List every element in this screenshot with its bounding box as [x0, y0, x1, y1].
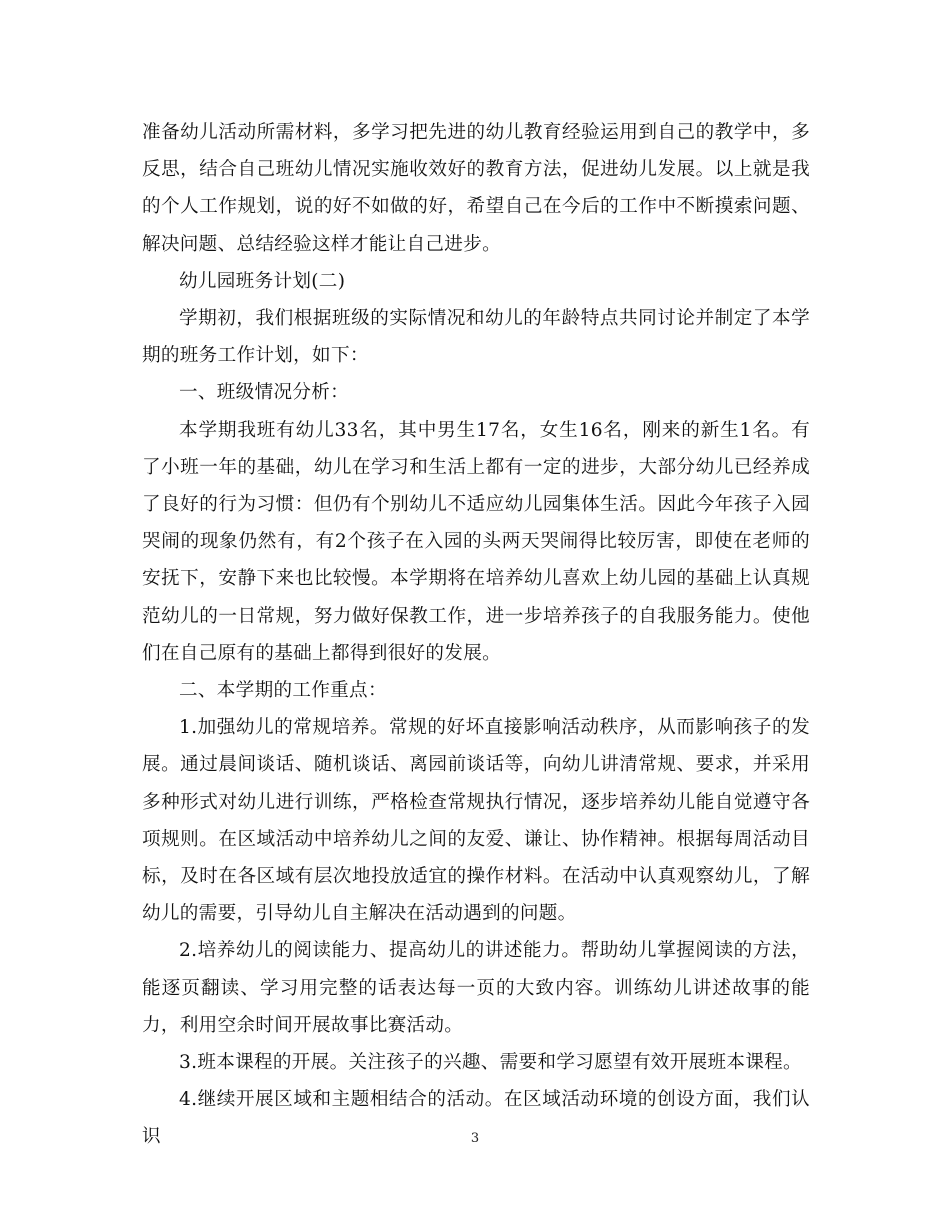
- heading-class-analysis: 一、班级情况分析：: [179, 382, 350, 404]
- paragraph-class-analysis: 本学期我班有幼儿33名，其中男生17名，女生16名，刚来的新生1名。有了小班一年的基础，幼儿在学习和生活上都有一定的进步，大部分幼儿已经养成了良好的行为习惯：但仍有个别幼儿不适应幼儿园集体生活。因此今年孩子入园哭闹的现象仍然有，有2个孩子在入园的头两天哭闹得比较厉害，即使在老师的安抚下，安静下来也比较慢。本学期将在培养幼儿喜欢上幼儿园的基础上认真规范幼儿的一日常规，努力做好保教工作，进一步培养孩子的自我服务能力。使他们在自己原有的基础上都得到很好的发展。: [142, 419, 810, 664]
- page-number: 3: [470, 1131, 480, 1146]
- paragraph-focus-1: 1.加强幼儿的常规培养。常规的好坏直接影响活动秩序，从而影响孩子的发展。通过晨间谈话、随机谈话、离园前谈话等，向幼儿讲清常规、要求，并采用多种形式对幼儿进行训练，严格检查常规执行情况，逐步培养幼儿能自觉遵守各项规则。在区域活动中培养幼儿之间的友爱、谦让、协作精神。根据每周活动目标，及时在各区域有层次地投放适宜的操作材料。在活动中认真观察幼儿，了解幼儿的需要，引导幼儿自主解决在活动遇到的问题。: [142, 717, 810, 925]
- paragraph-intro: 学期初，我们根据班级的实际情况和幼儿的年龄特点共同讨论并制定了本学期的班务工作计划，如下：: [142, 308, 810, 367]
- paragraph-focus-2: 2.培养幼儿的阅读能力、提高幼儿的讲述能力。帮助幼儿掌握阅读的方法，能逐页翻读、学习用完整的话表达每一页的大致内容。训练幼儿讲述故事的能力，利用空余时间开展故事比赛活动。: [142, 940, 810, 1036]
- paragraph-focus-4: 4.继续开展区域和主题相结合的活动。在区域活动环境的创设方面，我们认识: [142, 1089, 810, 1148]
- paragraph-focus-3: 3.班本课程的开展。关注孩子的兴趣、需要和学习愿望有效开展班本课程。: [179, 1052, 802, 1074]
- document-body: [142, 114, 810, 1156]
- paragraph-continuation: 准备幼儿活动所需材料，多学习把先进的幼儿教育经验运用到自己的教学中，多反思，结合自己班幼儿情况实施收效好的教育方法，促进幼儿发展。以上就是我的个人工作规划，说的好不如做的好，希望自己在今后的工作中不断摸索问题、解决问题、总结经验这样才能让自己进步。: [142, 122, 810, 255]
- section-title: 幼儿园班务计划(二): [179, 270, 346, 292]
- heading-work-focus: 二、本学期的工作重点：: [179, 680, 387, 702]
